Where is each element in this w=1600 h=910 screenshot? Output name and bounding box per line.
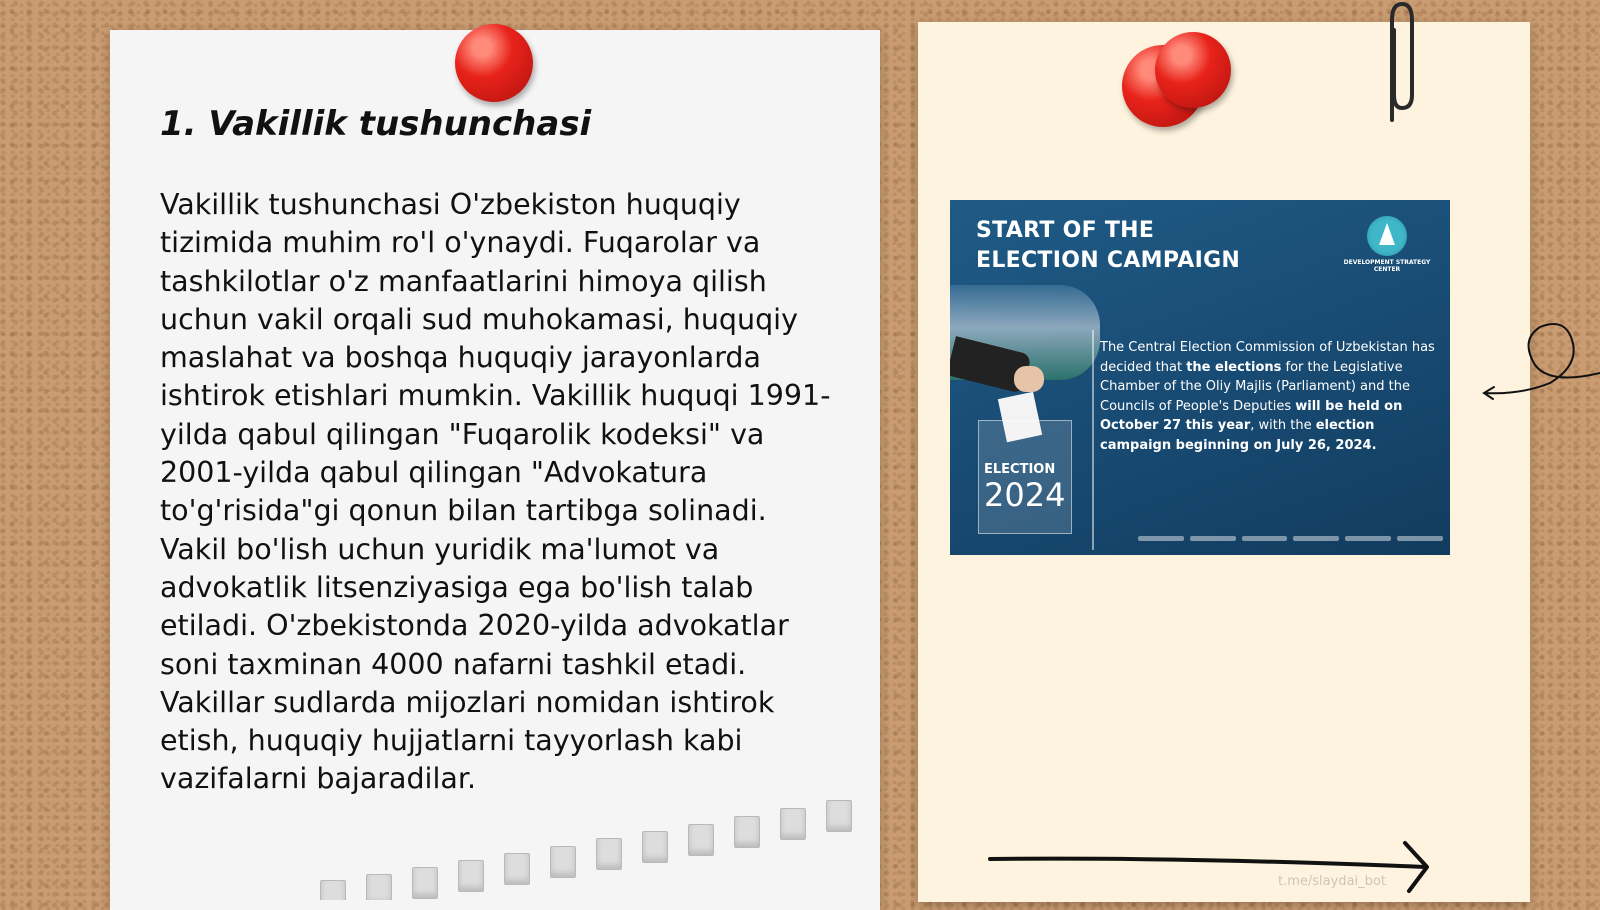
red-pushpin-icon [1155, 32, 1231, 108]
right-arrow-icon [985, 835, 1450, 900]
divider-line [1092, 330, 1094, 550]
section-title: 1. Vakillik tushunchasi [160, 104, 592, 144]
election-year: 2024 [984, 476, 1066, 514]
paperclip-icon [1378, 0, 1418, 125]
curly-arrow-icon [1480, 315, 1600, 415]
poster-title: START OF THE ELECTION CAMPAIGN [976, 218, 1241, 273]
hand-graphic [1014, 366, 1044, 392]
poster-description: The Central Election Commission of Uzbekistan has decided that the elections for the Legislative Chamber of the Oliy Majlis (Parliament) and the Councils of People's Deputies will be held on October 27 this year, with the election campaign beginning on July 26, 2024. [1100, 340, 1435, 453]
watermark-text: t.me/slaydai_bot [1278, 874, 1386, 889]
red-pushpin-icon [455, 24, 533, 102]
development-strategy-logo: DEVELOPMENT STRATEGY CENTER [1342, 216, 1432, 273]
body-paragraph: Vakillik tushunchasi O'zbekiston huquqiy tizimida muhim ro'l o'ynaydi. Fuqarolar va tashkilotlar o'z manfaatlarini himoya qilish uchun vakil orqali sud muhokamasi, huquqiy maslahat va boshqa huquqiy jarayonlarda ishtirok etishlari mumkin. Vakillik huquqi 1991-yilda qabul qilingan "Fuqarolik kodeksi" va 2001-yilda qabul qilingan "Advokatura to'g'risida"gi qonun bilan tartibga solinadi. Vakil bo'lish uchun yuridik ma'lumot va advokatlik litsenziyasiga ega bo'lish talab etiladi. O'zbekistonda 2020-yilda advokatlar soni taxminan 4000 nafarni tashkil etadi. Vakillar sudlarda mijozlari nomidan ishtirok etish, huquqiy hujjatlarni tayyorlash kabi vazifalarni bajaradilar. [160, 188, 831, 796]
social-links-footer [1138, 532, 1443, 544]
logo-icon [1367, 216, 1407, 256]
election-campaign-poster [950, 200, 1450, 555]
election-label: ELECTION [984, 462, 1056, 477]
torn-paper-edge [320, 790, 880, 900]
